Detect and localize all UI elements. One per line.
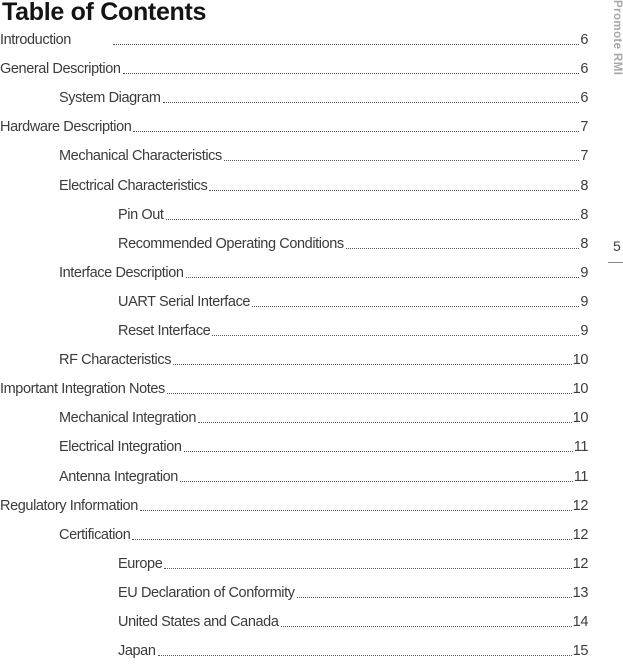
toc-dot-leader <box>224 160 579 161</box>
toc-dot-leader <box>140 510 572 511</box>
toc-dot-leader <box>133 131 579 132</box>
toc-entry-label: Important Integration Notes <box>0 381 165 398</box>
toc-entry-label: Certification <box>59 526 131 543</box>
toc-entry-page: 7 <box>580 119 588 136</box>
toc-entry[interactable] <box>118 580 588 602</box>
toc-entry-page: 10 <box>572 410 588 427</box>
toc-dot-leader <box>184 451 573 452</box>
toc-entry-page: 11 <box>573 468 588 485</box>
toc-entry[interactable] <box>0 493 588 515</box>
toc-entry-label: Mechanical Characteristics <box>59 148 222 165</box>
toc-entry-page: 13 <box>572 584 588 601</box>
page-number: 5 <box>613 238 621 254</box>
toc-dot-leader <box>180 481 573 482</box>
side-brand-text: Promote RMI <box>611 0 623 76</box>
toc-entry-label: Europe <box>118 555 163 572</box>
toc-dot-leader <box>158 655 572 656</box>
toc-dot-leader <box>164 568 571 569</box>
toc-entry-label: UART Serial Interface <box>118 293 251 310</box>
toc-entry[interactable] <box>59 260 588 282</box>
toc-entry-page: 6 <box>580 90 588 107</box>
toc-entry-page: 12 <box>572 497 588 514</box>
toc-entry-page: 9 <box>580 264 588 281</box>
toc-entry[interactable] <box>59 85 588 107</box>
toc-entry[interactable] <box>118 638 588 660</box>
toc-entry-page: 12 <box>572 526 588 543</box>
toc-entry-page: 11 <box>573 439 588 456</box>
toc-entry-page: 9 <box>580 293 588 310</box>
toc-entry-label: Electrical Characteristics <box>59 177 208 194</box>
toc-entry-label: United States and Canada <box>118 614 279 630</box>
toc-entry-label: Mechanical Integration <box>59 410 197 427</box>
toc-entry-label: Interface Description <box>59 264 184 281</box>
toc-entry-page: 8 <box>580 235 588 252</box>
toc-entry-label: Pin Out <box>118 206 164 223</box>
toc-dot-leader <box>167 393 572 394</box>
toc-entry-page: 8 <box>580 206 588 223</box>
toc-entry-label: EU Declaration of Conformity <box>118 584 295 601</box>
toc-entry[interactable] <box>0 376 588 398</box>
toc-entry[interactable] <box>118 609 588 631</box>
toc-dot-leader <box>346 248 580 249</box>
toc-dot-leader <box>163 102 580 103</box>
toc-entry[interactable] <box>59 347 588 369</box>
toc-entry[interactable] <box>59 173 588 195</box>
toc-entry[interactable] <box>118 289 588 311</box>
toc-entry-page: 12 <box>572 555 588 572</box>
toc-dot-leader <box>113 44 579 45</box>
toc-entry[interactable] <box>118 202 588 224</box>
toc-entry-page: 7 <box>580 148 588 165</box>
toc-entry[interactable] <box>118 551 588 573</box>
toc-entry[interactable] <box>0 56 588 78</box>
toc-entry[interactable] <box>0 27 588 49</box>
toc-entry-label: System Diagram <box>59 90 161 107</box>
toc-entry-label: Introduction <box>0 32 71 48</box>
toc-dot-leader <box>198 422 572 423</box>
side-brand-label <box>607 0 623 110</box>
toc-entry[interactable] <box>118 318 588 340</box>
toc-entry-label: Reset Interface <box>118 323 211 339</box>
toc-dot-leader <box>209 190 579 191</box>
toc-entry-label: Antenna Integration <box>59 468 178 485</box>
toc-entry-label: RF Characteristics <box>59 352 172 369</box>
toc-entry-page: 15 <box>572 643 588 660</box>
toc-dot-leader <box>252 306 579 307</box>
toc-title: Table of Contents <box>2 0 207 26</box>
toc-dot-leader <box>132 539 571 540</box>
toc-entry[interactable] <box>59 143 588 165</box>
toc-entry-page: 6 <box>580 32 588 48</box>
toc-entry-page: 10 <box>572 352 588 369</box>
toc-entry-label: General Description <box>0 61 121 78</box>
toc-entry[interactable] <box>59 464 588 486</box>
toc-entry[interactable] <box>0 114 588 136</box>
toc-dot-leader <box>281 626 572 627</box>
page-tab-divider <box>608 262 623 263</box>
toc-dot-leader <box>166 219 580 220</box>
toc-entry-page: 9 <box>580 323 588 339</box>
toc-entry-page: 10 <box>572 381 588 398</box>
toc-dot-leader <box>123 73 580 74</box>
toc-entry-page: 14 <box>572 614 588 630</box>
toc-dot-leader <box>186 277 580 278</box>
toc-entry[interactable] <box>59 434 588 456</box>
toc-entry[interactable] <box>59 522 588 544</box>
toc-entry-label: Electrical Integration <box>59 439 182 456</box>
toc-entry[interactable] <box>118 231 588 253</box>
toc-entry-label: Regulatory Information <box>0 497 138 514</box>
toc-entry[interactable] <box>59 405 588 427</box>
toc-dot-leader <box>173 364 572 365</box>
toc-dot-leader <box>297 597 572 598</box>
toc-entry-page: 8 <box>580 177 588 194</box>
toc-entry-label: Recommended Operating Conditions <box>118 235 344 252</box>
toc-dot-leader <box>212 335 579 336</box>
toc-entry-label: Japan <box>118 643 156 660</box>
toc-entry-label: Hardware Description <box>0 119 132 136</box>
toc-entry-page: 6 <box>580 61 588 78</box>
